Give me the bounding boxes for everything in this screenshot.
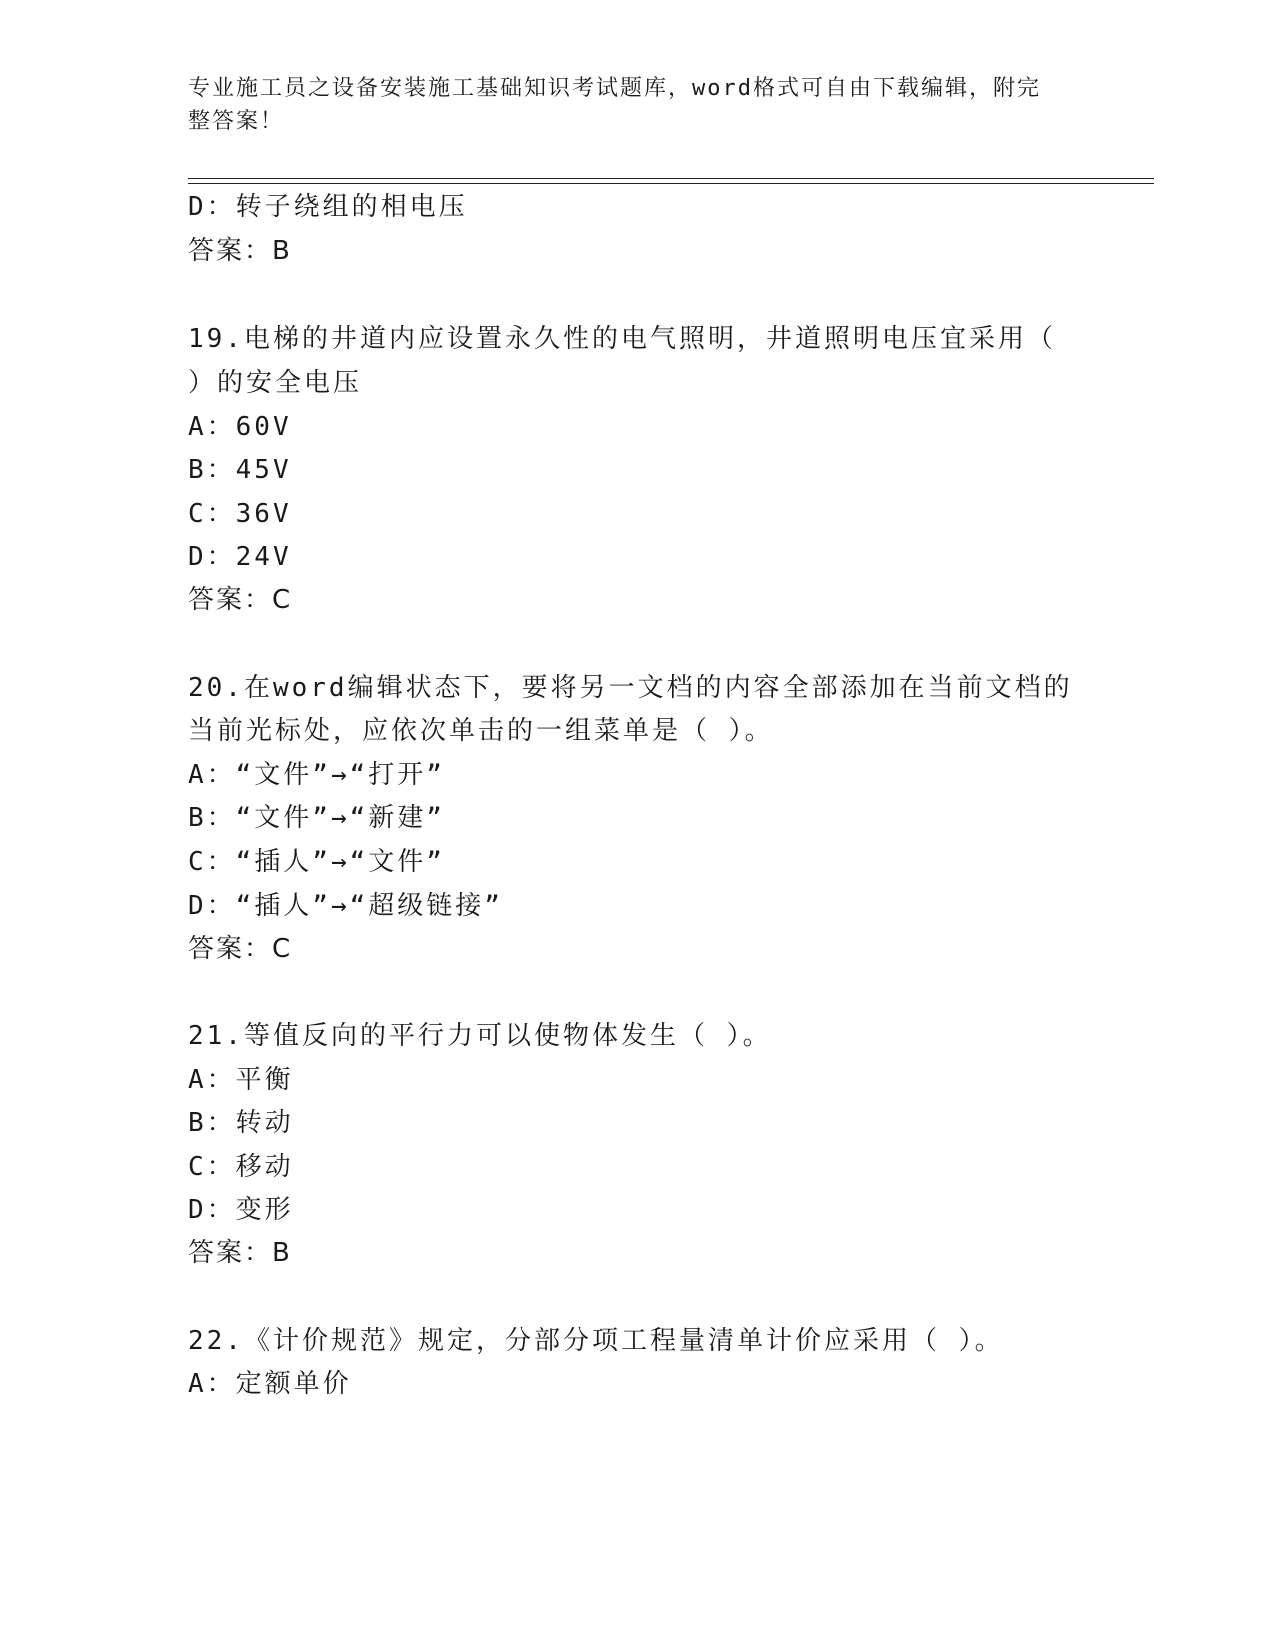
q22-option-a: A：定额单价 [188,1369,352,1399]
q19-option-a: A：60V [188,412,292,442]
header-divider-top [188,178,1154,179]
q21-option-c: C：移动 [188,1152,294,1182]
q19-answer: 答案：C [188,585,293,615]
q20-option-a: A：“文件”→“打开” [188,760,445,790]
q19-option-c: C：36V [188,499,292,529]
q19-option-d: D：24V [188,542,292,572]
q21-stem-line-1: 21.等值反向的平行力可以使物体发生（ ）。 [188,1021,772,1051]
q20-answer: 答案：C [188,934,293,964]
prev-option-d: D：转子绕组的相电压 [188,192,468,222]
q20-option-d: D：“插人”→“超级链接” [188,891,503,921]
q20-option-c: C：“插人”→“文件” [188,847,445,877]
q20-option-b: B：“文件”→“新建” [188,803,445,833]
q21-answer: 答案：B [188,1238,292,1268]
q21-option-d: D：变形 [188,1195,294,1225]
header-line-1: 专业施工员之设备安装施工基础知识考试题库，word格式可自由下载编辑，附完 [188,76,1041,101]
q20-stem-line-1: 20.在word编辑状态下，要将另一文档的内容全部添加在当前文档的 [188,673,1073,703]
q19-stem-line-2: ）的安全电压 [188,368,363,398]
header-line-2: 整答案！ [188,109,285,134]
q20-stem-line-2: 当前光标处，应依次单击的一组菜单是（ ）。 [188,716,774,746]
header-divider-bottom [188,183,1154,184]
prev-answer: 答案：B [188,236,292,266]
q22-stem-line-1: 22.《计价规范》规定，分部分项工程量清单计价应采用（ ）。 [188,1326,1004,1356]
q19-option-b: B：45V [188,455,292,485]
q21-option-b: B：转动 [188,1108,294,1138]
q21-option-a: A：平衡 [188,1065,294,1095]
document-header [188,72,1068,138]
q19-stem-line-1: 19.电梯的井道内应设置永久性的电气照明，井道照明电压宜采用（ [188,324,1056,354]
